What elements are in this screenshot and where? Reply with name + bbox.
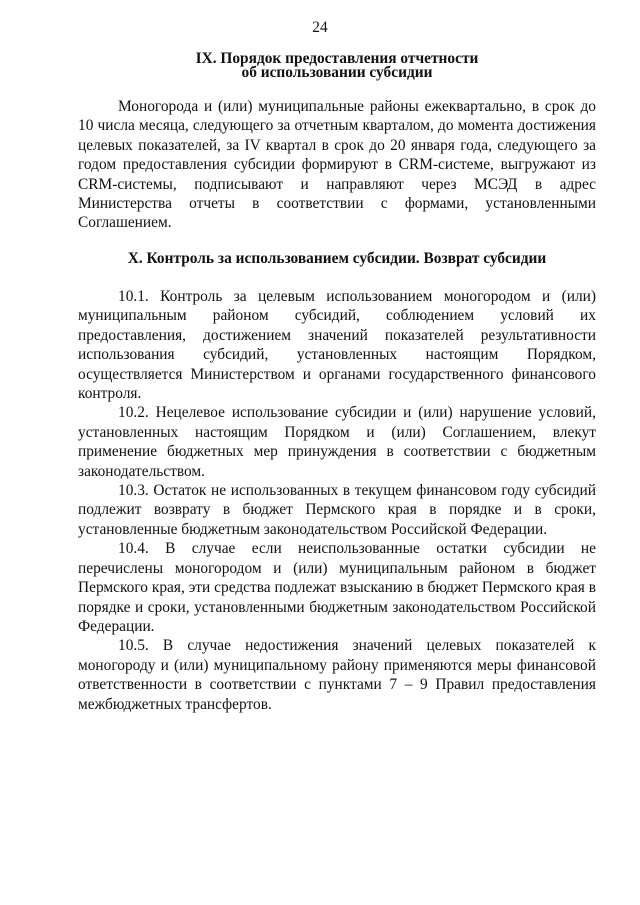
section-10-title: X. Контроль за использованием субсидии. Возврат субсидии	[127, 250, 547, 267]
page-number: 24	[312, 19, 328, 36]
section-9-title-line-1: IX. Порядок предоставления отчетности	[195, 50, 479, 67]
section-9-body	[78, 97, 596, 233]
paragraph-10-3: 10.3. Остаток не использованных в текущем финансовом году субсидий подлежит возврату в бюджет Пермского края в порядке и в сроки, установленные бюджетным законодательством Российской Федерации.	[78, 482, 596, 538]
section-10-body	[78, 287, 596, 714]
section-9-paragraph: Моногорода и (или) муниципальные районы ежеквартально, в срок до 10 числа месяца, следующего за отчетным кварталом, до момента достижения целевых показателей, за IV квартал в срок до 20 января года, следующего за годом предоставления субсидии формируют в CRM-системе, выгружают из CRM-системы, подписывают и направляют через МСЭД в адрес Министерства отчеты в соответствии с формами, установленными Соглашением.	[78, 98, 596, 232]
section-9-title	[70, 52, 604, 80]
paragraph-10-1: 10.1. Контроль за целевым использованием моногородом и (или) муниципальным районом субсидий, соблюдением условий их предоставления, достижением значений показателей результативности использования субсидий, установленных настоящим Порядком, осуществляется Министерством и органами государственного финансового контроля.	[78, 288, 596, 403]
paragraph-10-5: 10.5. В случае недостижения значений целевых показателей к моногороду и (или) муниципальному району применяются меры финансовой ответственности в соответствии с пунктами 7 – 9 Правил предоставления межбюджетных трансфертов.	[78, 637, 596, 713]
paragraph-10-4: 10.4. В случае если неиспользованные остатки субсидии не перечислены моногородом и (или) муниципальным районом в бюджет Пермского края, эти средства подлежат взысканию в бюджет Пермского края в порядке и сроки, установленными бюджетным законодательством Российской Федерации.	[78, 540, 596, 635]
paragraph-10-2: 10.2. Нецелевое использование субсидии и (или) нарушение условий, установленных настоящим Порядком и (или) Соглашением, влекут применение бюджетных мер принуждения в соответствии с бюджетным законодательством.	[78, 404, 596, 480]
section-9-title-line-2: об использовании субсидии	[241, 64, 433, 81]
